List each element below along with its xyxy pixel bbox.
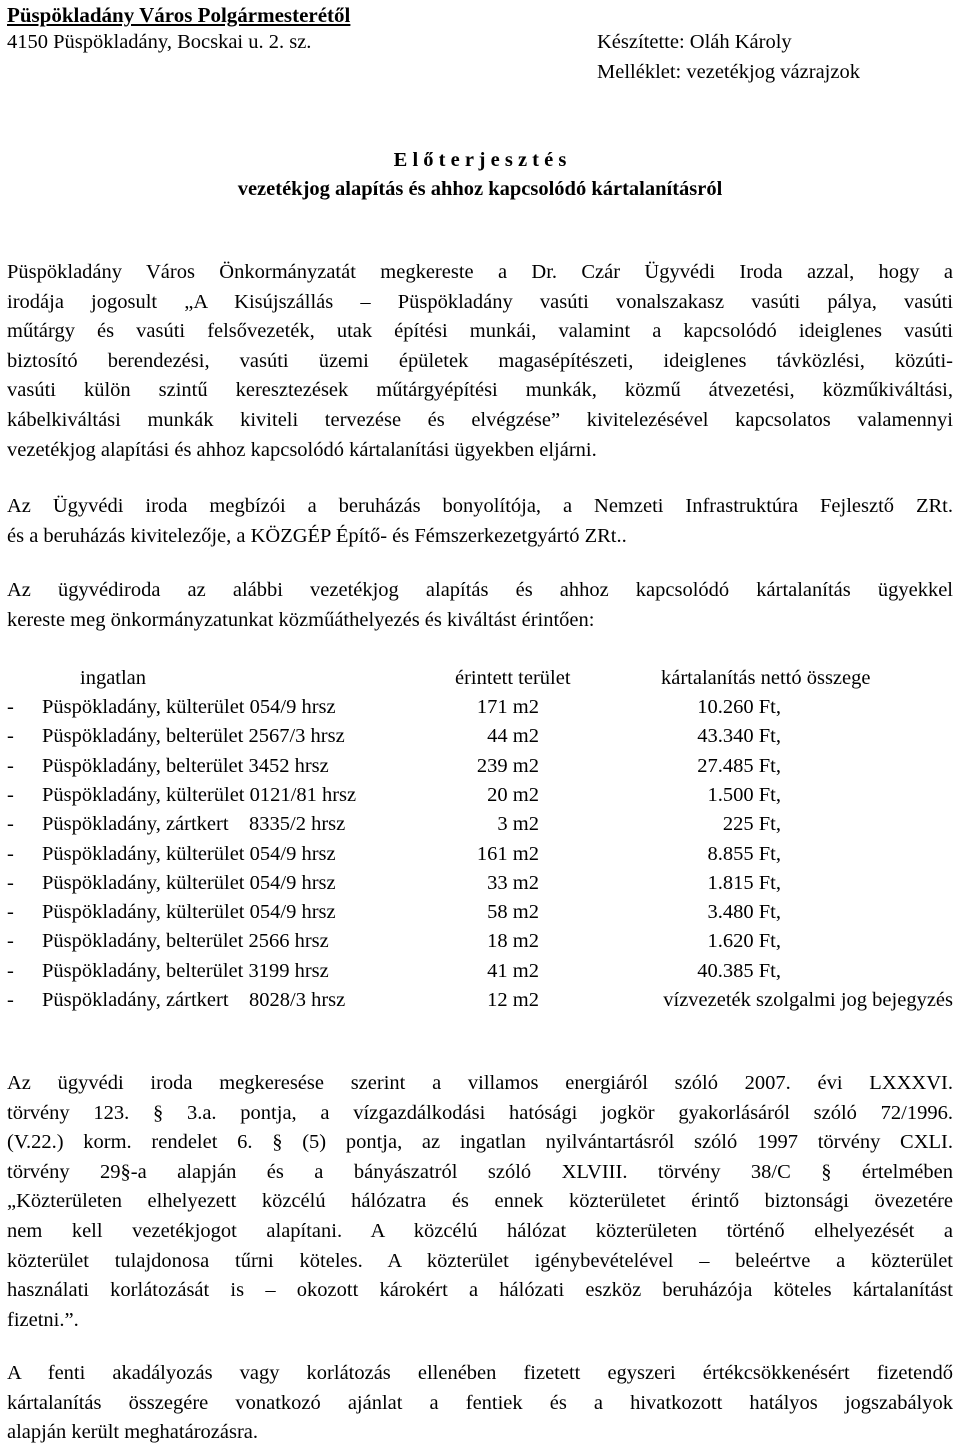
row-property: Püspökladány, belterület 3199 hrsz <box>42 959 329 982</box>
row-area: 239 m2 <box>476 754 539 777</box>
row-area: 161 m2 <box>476 842 539 865</box>
row-area: 33 m2 <box>487 871 539 894</box>
row-property: Püspökladány, zártkert 8335/2 hrsz <box>42 813 346 836</box>
office-name: Püspökladány Város Polgármesterétől <box>7 3 351 27</box>
paragraph-clients <box>7 492 953 551</box>
row-dash: - <box>7 725 14 748</box>
text-line: és a beruházás kivitelezője, a KÖZGÉP Építő- és Fémszerkezetgyártó ZRt.. <box>7 524 627 547</box>
row-dash: - <box>7 959 14 982</box>
row-property: Püspökladány, belterület 3452 hrsz <box>42 754 329 777</box>
row-compensation: 1.620 Ft, <box>707 930 781 953</box>
text-line: biztosító berendezési, vasúti üzemi épületek magasépítészeti, ideiglenes távközlési, közúti- <box>7 349 953 372</box>
text-line: Az ügyvédi iroda megkeresése szerint a villamos energiáról szóló 2007. évi LXXXVI. <box>7 1072 953 1094</box>
row-dash: - <box>7 930 14 953</box>
row-compensation: 10.260 Ft, <box>697 696 781 718</box>
header-compensation: kártalanítás nettó összege <box>661 667 871 689</box>
office-address: 4150 Püspökladány, Bocskai u. 2. sz. <box>7 31 312 53</box>
table-header <box>7 668 953 697</box>
paragraph-legal <box>7 1069 953 1335</box>
row-compensation: 8.855 Ft, <box>707 842 781 865</box>
text-line: Az Ügyvédi iroda megbízói a beruházás bonyolítója, a Nemzeti Infrastruktúra Fejlesztő ZRt. <box>7 495 953 517</box>
text-line: vasúti külön szintű keresztezések műtárgyépítési munkák, közmű átvezetési, közműkiváltási, <box>7 379 953 402</box>
row-property: Püspökladány, zártkert 8028/3 hrsz <box>42 989 346 1011</box>
row-dash: - <box>7 813 14 836</box>
text-line: használati korlátozását is – okozott károkért a hálózati eszköz beruházója köteles kártalanítást <box>7 1279 953 1302</box>
text-line: „Közterületen elhelyezett közcélú hálózatra és ennek közterületet érintő biztonsági övezetére <box>7 1190 953 1213</box>
document-title: E l ő t e r j e s z t é s <box>393 149 567 171</box>
attachment-note: Melléklet: vezetékjog vázrajzok <box>597 61 860 83</box>
text-line: vezetékjog alapítási és ahhoz kapcsolódó kártalanítási ügyekben eljárni. <box>7 438 597 461</box>
row-property: Püspökladány, külterület 054/9 hrsz <box>42 696 336 718</box>
table-row <box>7 873 953 902</box>
table-row <box>7 902 953 931</box>
row-compensation: 40.385 Ft, <box>697 959 781 982</box>
row-area: 3 m2 <box>497 813 539 836</box>
row-property: Püspökladány, külterület 054/9 hrsz <box>42 901 336 924</box>
header-area: érintett terület <box>455 667 571 689</box>
text-line: nem kell vezetékjogot alapítani. A közcélú hálózat közterületen történő elhelyezését a <box>7 1219 953 1242</box>
row-dash: - <box>7 696 14 718</box>
table-row <box>7 814 953 843</box>
table-row <box>7 961 953 990</box>
paragraph-cases <box>7 576 953 635</box>
table-row <box>7 756 953 785</box>
text-line: kereste meg önkormányzatunkat közműáthelyezés és kiváltást érintően: <box>7 608 595 631</box>
text-line: kábelkiváltási munkák kiviteli tervezése és elvégzése” kivitelezésével kapcsolatos valamennyi <box>7 408 953 431</box>
row-area: 44 m2 <box>487 725 539 748</box>
table-row <box>7 990 953 1019</box>
row-property: Püspökladány, belterület 2566 hrsz <box>42 930 329 953</box>
text-line: törvény 123. § 3.a. pontja, a vízgazdálkodási hatósági jogkör gyakorlásáról szóló 72/1996. <box>7 1101 953 1124</box>
row-compensation: 3.480 Ft, <box>707 901 781 924</box>
row-dash: - <box>7 783 14 806</box>
row-dash: - <box>7 871 14 894</box>
row-dash: - <box>7 901 14 924</box>
row-area: 41 m2 <box>487 959 539 982</box>
row-compensation: 43.340 Ft, <box>697 725 781 748</box>
row-compensation: 1.815 Ft, <box>707 871 781 894</box>
row-area: 12 m2 <box>487 989 539 1011</box>
row-property: Püspökladány, külterület 054/9 hrsz <box>42 871 336 894</box>
text-line: közterület tulajdonosa tűrni köteles. A közterület igénybevételével – beleértve a közterület <box>7 1249 953 1272</box>
text-line: műtárgy és vasúti felsővezeték, utak építési munkái, valamint a kapcsolódó ideiglenes vasúti <box>7 320 953 343</box>
text-line: A fenti akadályozás vagy korlátozás ellenében fizetett egyszeri értékcsökkenésért fizetendő <box>7 1362 953 1384</box>
table-row <box>7 785 953 814</box>
row-compensation: 225 Ft, <box>722 813 781 836</box>
prepared-by: Készítette: Oláh Károly <box>597 31 792 53</box>
row-dash: - <box>7 754 14 777</box>
table-row <box>7 726 953 755</box>
text-line: irodája jogosult „A Kisújszállás – Püspökladány vasúti vonalszakasz vasúti pálya, vasúti <box>7 290 953 313</box>
text-line: kártalanítás összegére vonatkozó ajánlat a fentiek és a hivatkozott hatályos jogszabályok <box>7 1391 953 1414</box>
row-compensation: vízvezeték szolgalmi jog bejegyzés <box>663 989 953 1011</box>
paragraph-request <box>7 258 953 465</box>
row-dash: - <box>7 842 14 865</box>
document-subtitle: vezetékjog alapítás és ahhoz kapcsolódó kártalanításról <box>237 178 723 200</box>
row-area: 171 m2 <box>476 696 539 718</box>
text-line: Püspökladány Város Önkormányzatát megkereste a Dr. Czár Ügyvédi Iroda azzal, hogy a <box>7 261 953 283</box>
row-compensation: 27.485 Ft, <box>697 754 781 777</box>
row-area: 18 m2 <box>487 930 539 953</box>
table-row <box>7 697 953 726</box>
text-line: fizetni.”. <box>7 1308 79 1331</box>
row-area: 20 m2 <box>487 783 539 806</box>
table-row <box>7 844 953 873</box>
header-property: ingatlan <box>80 667 147 689</box>
row-property: Püspökladány, belterület 2567/3 hrsz <box>42 725 345 748</box>
table-row <box>7 931 953 960</box>
row-property: Püspökladány, külterület 054/9 hrsz <box>42 842 336 865</box>
row-compensation: 1.500 Ft, <box>707 783 781 806</box>
row-dash: - <box>7 989 14 1011</box>
text-line: törvény 29§-a alapján és a bányászatról szóló XLVIII. törvény 38/C § értelmében <box>7 1160 953 1183</box>
row-property: Püspökladány, külterület 0121/81 hrsz <box>42 783 357 806</box>
text-line: Az ügyvédiroda az alábbi vezetékjog alapítás és ahhoz kapcsolódó kártalanítás ügyekkel <box>7 579 953 601</box>
text-line: (V.22.) korm. rendelet 6. § (5) pontja, az ingatlan nyilvántartásról szóló 1997 törvény CXLI. <box>7 1131 953 1154</box>
row-area: 58 m2 <box>487 901 539 924</box>
text-line: alapján került meghatározásra. <box>7 1421 258 1444</box>
paragraph-conclusion <box>7 1359 953 1448</box>
